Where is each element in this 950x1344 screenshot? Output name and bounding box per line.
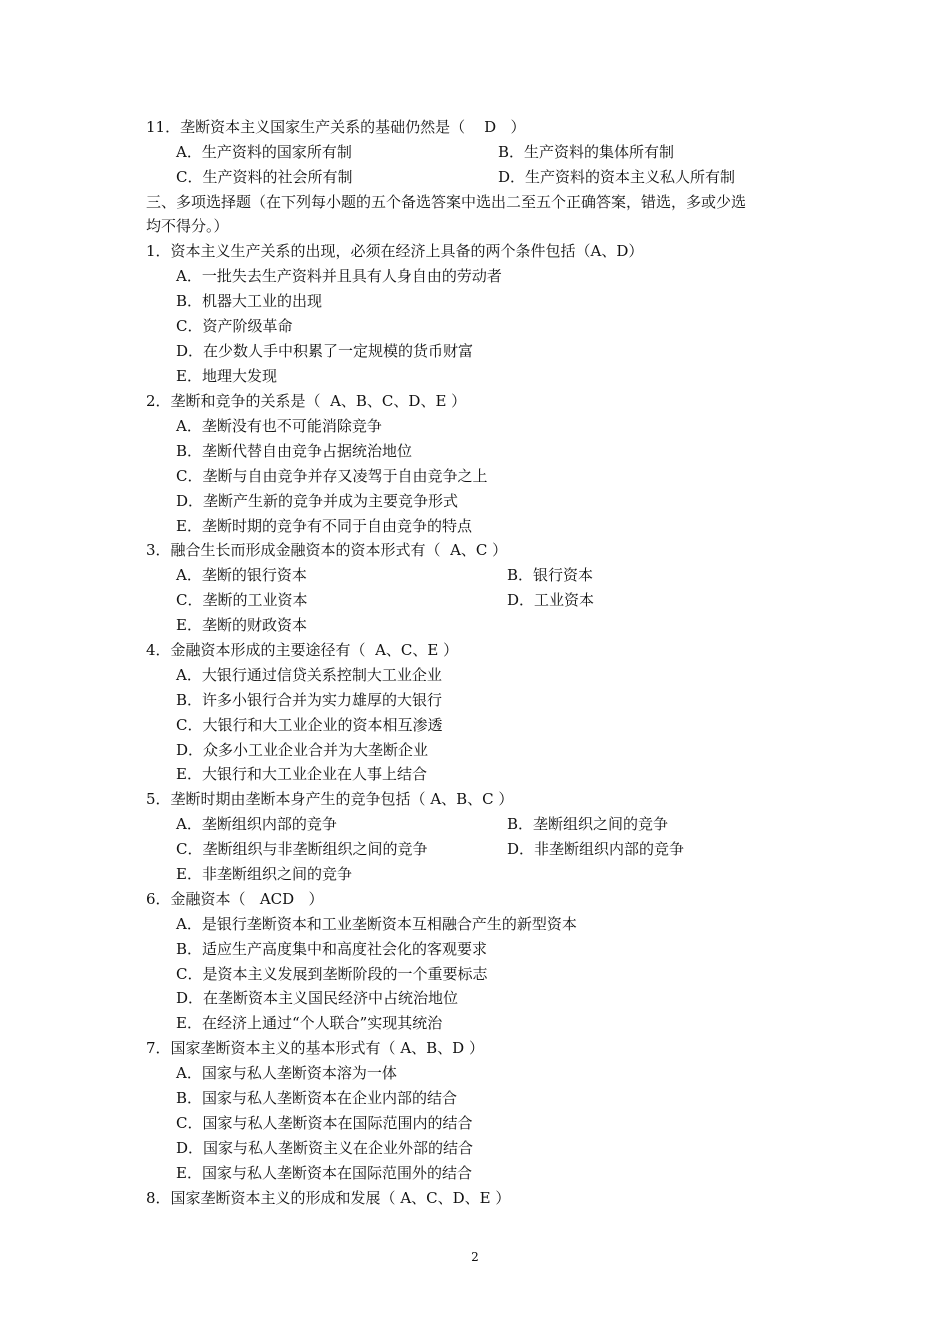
- question-1-option-a: A．一批失去生产资料并且具有人身自由的劳动者: [176, 267, 502, 285]
- question-11-stem: 11．垄断资本主义国家生产关系的基础仍然是（ D ）: [146, 118, 526, 136]
- question-4-option-c: C．大银行和大工业企业的资本相互渗透: [176, 716, 443, 734]
- question-4-option-b: B．许多小银行合并为实力雄厚的大银行: [176, 691, 443, 709]
- question-6-option-e: E．在经济上通过“个人联合”实现其统治: [176, 1014, 443, 1032]
- question-2-option-b: B．垄断代替自由竞争占据统治地位: [176, 442, 413, 460]
- question-3-option-c: C．垄断的工业资本: [176, 591, 308, 609]
- section-heading-line1: 三、多项选择题（在下列每小题的五个备选答案中选出二至五个正确答案，错选，多或少选: [146, 193, 747, 211]
- question-11-option-d: D．生产资料的资本主义私人所有制: [498, 168, 736, 186]
- question-11-option-c: C．生产资料的社会所有制: [176, 168, 353, 186]
- question-6-option-d: D．在垄断资本主义国民经济中占统治地位: [176, 989, 459, 1007]
- question-5-option-d: D．非垄断组织内部的竞争: [507, 840, 685, 858]
- question-2-option-d: D．垄断产生新的竞争并成为主要竞争形式: [176, 492, 459, 510]
- question-4-option-d: D．众多小工业企业合并为大垄断企业: [176, 741, 429, 759]
- question-5-option-b: B．垄断组织之间的竞争: [507, 815, 669, 833]
- question-6-option-b: B．适应生产高度集中和高度社会化的客观要求: [176, 940, 488, 958]
- question-7-stem: 7．国家垄断资本主义的基本形式有（ A、B、D ）: [146, 1039, 484, 1057]
- question-6-stem: 6．金融资本（ ACD ）: [146, 890, 324, 908]
- question-1-option-c: C．资产阶级革命: [176, 317, 293, 335]
- question-7-option-a: A．国家与私人垄断资本溶为一体: [176, 1064, 397, 1082]
- question-4-stem: 4．金融资本形成的主要途径有（ A、C、E ）: [146, 641, 459, 659]
- question-11-option-a: A．生产资料的国家所有制: [176, 143, 352, 161]
- question-7-option-c: C．国家与私人垄断资本在国际范围内的结合: [176, 1114, 473, 1132]
- question-2-option-a: A．垄断没有也不可能消除竞争: [176, 417, 382, 435]
- question-4-option-e: E．大银行和大工业企业在人事上结合: [176, 765, 427, 783]
- question-5-option-c: C．垄断组织与非垄断组织之间的竞争: [176, 840, 428, 858]
- question-2-option-e: E．垄断时期的竞争有不同于自由竞争的特点: [176, 517, 472, 535]
- question-6-option-c: C．是资本主义发展到垄断阶段的一个重要标志: [176, 965, 488, 983]
- question-3-stem: 3．融合生长而形成金融资本的资本形式有（ A、C ）: [146, 541, 508, 559]
- question-7-option-e: E．国家与私人垄断资本在国际范围外的结合: [176, 1164, 472, 1182]
- question-1-option-d: D．在少数人手中积累了一定规模的货币财富: [176, 342, 474, 360]
- question-7-option-b: B．国家与私人垄断资本在企业内部的结合: [176, 1089, 458, 1107]
- question-1-stem: 1．资本主义生产关系的出现，必须在经济上具备的两个条件包括（A、D）: [146, 242, 644, 260]
- question-3-option-b: B．银行资本: [507, 566, 594, 584]
- question-11-option-b: B．生产资料的集体所有制: [498, 143, 675, 161]
- question-7-option-d: D．国家与私人垄断资主义在企业外部的结合: [176, 1139, 474, 1157]
- question-1-option-b: B．机器大工业的出现: [176, 292, 323, 310]
- section-heading-line2: 均不得分。）: [146, 217, 229, 235]
- question-3-option-d: D．工业资本: [507, 591, 595, 609]
- question-5-stem: 5．垄断时期由垄断本身产生的竞争包括（ A、B、C ）: [146, 790, 514, 808]
- question-2-stem: 2．垄断和竞争的关系是（ A、B、C、D、E ）: [146, 392, 467, 410]
- question-1-option-e: E．地理大发现: [176, 367, 277, 385]
- question-5-option-a: A．垄断组织内部的竞争: [176, 815, 337, 833]
- question-3-option-a: A．垄断的银行资本: [176, 566, 307, 584]
- question-6-option-a: A．是银行垄断资本和工业垄断资本互相融合产生的新型资本: [176, 915, 577, 933]
- question-2-option-c: C．垄断与自由竞争并存又凌驾于自由竞争之上: [176, 467, 488, 485]
- question-3-option-e: E．垄断的财政资本: [176, 616, 307, 634]
- page-number: 2: [471, 1250, 479, 1264]
- question-8-stem: 8．国家垄断资本主义的形成和发展（ A、C、D、E ）: [146, 1189, 511, 1207]
- question-4-option-a: A．大银行通过信贷关系控制大工业企业: [176, 666, 442, 684]
- question-5-option-e: E．非垄断组织之间的竞争: [176, 865, 352, 883]
